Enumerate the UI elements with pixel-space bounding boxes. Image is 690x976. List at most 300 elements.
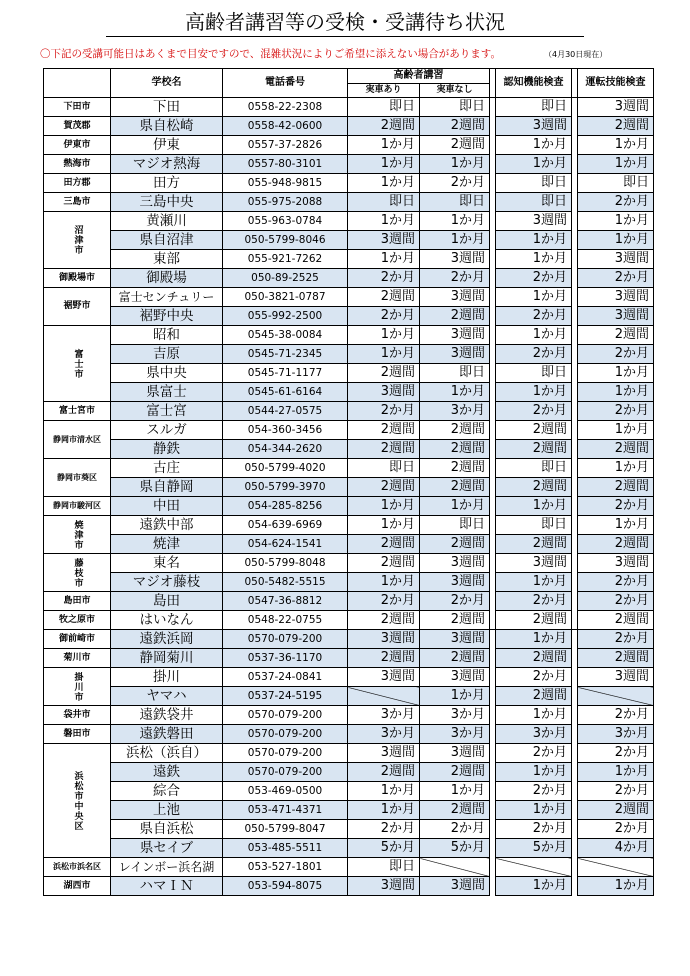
wait-cognitive-test: 即日: [496, 98, 572, 117]
wait-cognitive-test: 即日: [496, 516, 572, 535]
school-name: 下田: [111, 98, 223, 117]
phone-number: 0570-079-200: [223, 725, 348, 744]
area-label: 富士市: [44, 326, 111, 402]
area-label: 富士宮市: [44, 402, 111, 421]
table-row: [44, 706, 654, 725]
wait-with-car: 3か月: [348, 706, 420, 725]
table-row: [44, 421, 654, 440]
wait-with-car: 1か月: [348, 345, 420, 364]
table-row: [44, 440, 654, 459]
table-row: [44, 516, 654, 535]
wait-with-car: 2週間: [348, 440, 420, 459]
school-name: 焼津: [111, 535, 223, 554]
wait-cognitive-test: 1か月: [496, 706, 572, 725]
wait-cognitive-test: 2か月: [496, 269, 572, 288]
wait-with-car: 即日: [348, 193, 420, 212]
wait-with-car: 1か月: [348, 250, 420, 269]
wait-cognitive-test: 2か月: [496, 668, 572, 687]
school-name: 県自沼津: [111, 231, 223, 250]
wait-driving-skill-test: [578, 858, 654, 877]
phone-number: 050-5482-5515: [223, 573, 348, 592]
as-of-date: （4月30日現在）: [544, 50, 608, 59]
school-name: 遠鉄浜岡: [111, 630, 223, 649]
phone-number: 054-344-2620: [223, 440, 348, 459]
wait-with-car: 2週間: [348, 364, 420, 383]
table-row: [44, 744, 654, 763]
phone-number: 050-5799-8047: [223, 820, 348, 839]
area-label: 藤枝市: [44, 554, 111, 592]
phone-number: 0558-22-2308: [223, 98, 348, 117]
wait-without-car: 2週間: [420, 307, 490, 326]
school-name: レインボー浜名湖: [111, 858, 223, 877]
wait-driving-skill-test: 1か月: [578, 155, 654, 174]
school-name: 遠鉄中部: [111, 516, 223, 535]
wait-without-car: 2週間: [420, 117, 490, 136]
wait-driving-skill-test: 2か月: [578, 193, 654, 212]
wait-with-car: 3か月: [348, 725, 420, 744]
wait-with-car: 2週間: [348, 421, 420, 440]
phone-number: 0548-22-0755: [223, 611, 348, 630]
table-row: [44, 174, 654, 193]
wait-cognitive-test: 1か月: [496, 231, 572, 250]
wait-driving-skill-test: 1か月: [578, 136, 654, 155]
school-name: 東名: [111, 554, 223, 573]
wait-driving-skill-test: 3週間: [578, 250, 654, 269]
school-name: ヤマハ: [111, 687, 223, 706]
wait-cognitive-test: 1か月: [496, 801, 572, 820]
wait-cognitive-test: 5か月: [496, 839, 572, 858]
area-label: 牧之原市: [44, 611, 111, 630]
phone-number: 0545-61-6164: [223, 383, 348, 402]
school-name: 遠鉄: [111, 763, 223, 782]
phone-number: 055-975-2088: [223, 193, 348, 212]
wait-without-car: 2か月: [420, 269, 490, 288]
wait-with-car: 1か月: [348, 174, 420, 193]
area-label: 静岡市清水区: [44, 421, 111, 459]
wait-without-car: 2か月: [420, 174, 490, 193]
wait-driving-skill-test: 2週間: [578, 535, 654, 554]
area-label: 静岡市葵区: [44, 459, 111, 497]
phone-number: 0537-36-1170: [223, 649, 348, 668]
wait-cognitive-test: 3週間: [496, 212, 572, 231]
school-name: 浜松（浜自）: [111, 744, 223, 763]
area-label: 浜松市浜名区: [44, 858, 111, 877]
table-row: [44, 554, 654, 573]
school-name: 吉原: [111, 345, 223, 364]
wait-without-car: 2週間: [420, 478, 490, 497]
phone-number: 0570-079-200: [223, 630, 348, 649]
wait-with-car: [348, 687, 420, 706]
wait-cognitive-test: 1か月: [496, 877, 572, 896]
wait-without-car: 5か月: [420, 839, 490, 858]
wait-without-car: 3か月: [420, 706, 490, 725]
wait-driving-skill-test: 1か月: [578, 364, 654, 383]
wait-driving-skill-test: 1か月: [578, 383, 654, 402]
wait-cognitive-test: 3週間: [496, 117, 572, 136]
table-row: [44, 725, 654, 744]
wait-without-car: 1か月: [420, 497, 490, 516]
phone-number: 0547-36-8812: [223, 592, 348, 611]
wait-driving-skill-test: 2か月: [578, 402, 654, 421]
school-name: 県自松崎: [111, 117, 223, 136]
wait-with-car: 5か月: [348, 839, 420, 858]
school-name: 田方: [111, 174, 223, 193]
area-label: 三島市: [44, 193, 111, 212]
waiting-status-table: [43, 68, 654, 896]
wait-without-car: 2週間: [420, 136, 490, 155]
school-name: 御殿場: [111, 269, 223, 288]
wait-cognitive-test: 2か月: [496, 402, 572, 421]
wait-cognitive-test: 1か月: [496, 136, 572, 155]
area-label: 伊東市: [44, 136, 111, 155]
phone-number: 054-639-6969: [223, 516, 348, 535]
wait-cognitive-test: 2か月: [496, 345, 572, 364]
wait-cognitive-test: 2週間: [496, 421, 572, 440]
wait-driving-skill-test: 2週間: [578, 440, 654, 459]
phone-number: 050-5799-8046: [223, 231, 348, 250]
wait-without-car: 3週間: [420, 573, 490, 592]
wait-without-car: 3週間: [420, 345, 490, 364]
area-label: 磐田市: [44, 725, 111, 744]
table-row: [44, 98, 654, 117]
wait-with-car: 1か月: [348, 782, 420, 801]
wait-driving-skill-test: 2か月: [578, 820, 654, 839]
school-name: マジオ熱海: [111, 155, 223, 174]
wait-without-car: 3か月: [420, 725, 490, 744]
wait-driving-skill-test: [578, 687, 654, 706]
wait-driving-skill-test: 4か月: [578, 839, 654, 858]
phone-number: 0570-079-200: [223, 744, 348, 763]
wait-driving-skill-test: 1か月: [578, 421, 654, 440]
header-senior-course: 高齢者講習: [348, 69, 490, 84]
phone-number: 0558-42-0600: [223, 117, 348, 136]
wait-driving-skill-test: 2週間: [578, 326, 654, 345]
wait-without-car: 3週間: [420, 288, 490, 307]
wait-driving-skill-test: 1か月: [578, 763, 654, 782]
school-name: 綜合: [111, 782, 223, 801]
school-name: 静岡菊川: [111, 649, 223, 668]
area-label: 熱海市: [44, 155, 111, 174]
area-label: 御殿場市: [44, 269, 111, 288]
wait-with-car: 2週間: [348, 763, 420, 782]
school-name: ハマＩＮ: [111, 877, 223, 896]
wait-without-car: 3週間: [420, 554, 490, 573]
wait-cognitive-test: 即日: [496, 174, 572, 193]
wait-without-car: 3週間: [420, 326, 490, 345]
wait-driving-skill-test: 2週間: [578, 801, 654, 820]
wait-driving-skill-test: 2週間: [578, 611, 654, 630]
school-name: 島田: [111, 592, 223, 611]
school-name: 裾野中央: [111, 307, 223, 326]
area-label: 下田市: [44, 98, 111, 117]
wait-without-car: 3週間: [420, 877, 490, 896]
table-row: [44, 858, 654, 877]
wait-driving-skill-test: 2か月: [578, 630, 654, 649]
notice-text: 〇下記の受講可能日はあくまで目安ですので、混雑状況によりご希望に添えない場合があります。: [40, 48, 501, 60]
table-row: [44, 573, 654, 592]
table-row: [44, 687, 654, 706]
school-name: スルガ: [111, 421, 223, 440]
wait-with-car: 2週間: [348, 117, 420, 136]
wait-without-car: 1か月: [420, 782, 490, 801]
wait-with-car: 3週間: [348, 630, 420, 649]
phone-number: 0570-079-200: [223, 763, 348, 782]
wait-driving-skill-test: 2か月: [578, 744, 654, 763]
school-name: 古庄: [111, 459, 223, 478]
school-name: 伊東: [111, 136, 223, 155]
wait-driving-skill-test: 2週間: [578, 478, 654, 497]
wait-without-car: 2週間: [420, 649, 490, 668]
area-label: 静岡市駿河区: [44, 497, 111, 516]
wait-without-car: 2週間: [420, 801, 490, 820]
phone-number: 054-360-3456: [223, 421, 348, 440]
wait-without-car: 3週間: [420, 630, 490, 649]
wait-with-car: 2週間: [348, 478, 420, 497]
wait-cognitive-test: 3週間: [496, 554, 572, 573]
wait-cognitive-test: 1か月: [496, 155, 572, 174]
wait-cognitive-test: 1か月: [496, 630, 572, 649]
wait-without-car: 2週間: [420, 535, 490, 554]
wait-with-car: 2か月: [348, 820, 420, 839]
table-row: [44, 668, 654, 687]
header-driving-skill-test: 運転技能検査: [578, 69, 654, 98]
wait-without-car: 2か月: [420, 820, 490, 839]
wait-with-car: 2か月: [348, 402, 420, 421]
wait-cognitive-test: 2週間: [496, 687, 572, 706]
school-name: 県自静岡: [111, 478, 223, 497]
wait-with-car: 1か月: [348, 516, 420, 535]
wait-cognitive-test: 1か月: [496, 288, 572, 307]
table-row: [44, 117, 654, 136]
phone-number: 053-469-0500: [223, 782, 348, 801]
school-name: 黄瀬川: [111, 212, 223, 231]
page-title: 高齢者講習等の受検・受講待ち状況: [106, 8, 584, 37]
school-name: 富士宮: [111, 402, 223, 421]
school-name: 県中央: [111, 364, 223, 383]
school-name: 県セイブ: [111, 839, 223, 858]
wait-with-car: 2か月: [348, 269, 420, 288]
wait-with-car: 即日: [348, 98, 420, 117]
phone-number: 050-5799-8048: [223, 554, 348, 573]
wait-driving-skill-test: 2か月: [578, 573, 654, 592]
wait-with-car: 1か月: [348, 136, 420, 155]
wait-cognitive-test: 即日: [496, 364, 572, 383]
table-row: [44, 877, 654, 896]
wait-with-car: 1か月: [348, 155, 420, 174]
wait-driving-skill-test: 1か月: [578, 516, 654, 535]
phone-number: 050-89-2525: [223, 269, 348, 288]
wait-driving-skill-test: 2か月: [578, 269, 654, 288]
school-name: 県自浜松: [111, 820, 223, 839]
table-row: [44, 288, 654, 307]
wait-with-car: 即日: [348, 858, 420, 877]
table-row: [44, 383, 654, 402]
wait-cognitive-test: [496, 858, 572, 877]
school-name: 掛川: [111, 668, 223, 687]
table-row: [44, 592, 654, 611]
school-name: 三島中央: [111, 193, 223, 212]
school-name: 東部: [111, 250, 223, 269]
wait-without-car: 1か月: [420, 687, 490, 706]
wait-cognitive-test: 2か月: [496, 820, 572, 839]
school-name: 昭和: [111, 326, 223, 345]
wait-cognitive-test: 1か月: [496, 763, 572, 782]
table-row: [44, 212, 654, 231]
wait-cognitive-test: 2か月: [496, 782, 572, 801]
wait-driving-skill-test: 3週間: [578, 288, 654, 307]
wait-driving-skill-test: 2か月: [578, 345, 654, 364]
school-name: 上池: [111, 801, 223, 820]
wait-without-car: 即日: [420, 98, 490, 117]
wait-cognitive-test: 2週間: [496, 649, 572, 668]
phone-number: 0545-71-1177: [223, 364, 348, 383]
table-row: [44, 307, 654, 326]
wait-cognitive-test: 即日: [496, 193, 572, 212]
wait-with-car: 2週間: [348, 554, 420, 573]
wait-cognitive-test: 1か月: [496, 383, 572, 402]
wait-driving-skill-test: 3週間: [578, 307, 654, 326]
school-name: 静鉄: [111, 440, 223, 459]
table-row: [44, 231, 654, 250]
table-row: [44, 402, 654, 421]
wait-cognitive-test: 1か月: [496, 250, 572, 269]
wait-with-car: 3週間: [348, 383, 420, 402]
phone-number: 0570-079-200: [223, 706, 348, 725]
wait-driving-skill-test: 1か月: [578, 212, 654, 231]
phone-number: 050-3821-0787: [223, 288, 348, 307]
table-row: [44, 155, 654, 174]
wait-without-car: 3週間: [420, 744, 490, 763]
wait-without-car: 3か月: [420, 402, 490, 421]
wait-driving-skill-test: 2か月: [578, 782, 654, 801]
wait-with-car: 2週間: [348, 535, 420, 554]
wait-cognitive-test: 3か月: [496, 725, 572, 744]
wait-with-car: 3週間: [348, 231, 420, 250]
wait-without-car: 2週間: [420, 440, 490, 459]
area-label: 御前崎市: [44, 630, 111, 649]
table-row: [44, 630, 654, 649]
wait-with-car: 1か月: [348, 326, 420, 345]
wait-with-car: 2か月: [348, 592, 420, 611]
wait-driving-skill-test: 即日: [578, 174, 654, 193]
wait-driving-skill-test: 3週間: [578, 668, 654, 687]
header-school: 学校名: [111, 69, 223, 98]
phone-number: 055-948-9815: [223, 174, 348, 193]
phone-number: 054-624-1541: [223, 535, 348, 554]
wait-driving-skill-test: 3か月: [578, 725, 654, 744]
area-label: 田方郡: [44, 174, 111, 193]
table-row: [44, 649, 654, 668]
header-phone: 電話番号: [223, 69, 348, 98]
wait-without-car: 2週間: [420, 459, 490, 478]
table-row: [44, 250, 654, 269]
wait-without-car: 即日: [420, 193, 490, 212]
wait-driving-skill-test: 2週間: [578, 117, 654, 136]
area-label: 湖西市: [44, 877, 111, 896]
wait-without-car: 1か月: [420, 155, 490, 174]
table-row: [44, 478, 654, 497]
wait-driving-skill-test: 2週間: [578, 649, 654, 668]
wait-without-car: [420, 858, 490, 877]
header-area: [44, 69, 111, 98]
wait-without-car: 2週間: [420, 421, 490, 440]
area-label: 菊川市: [44, 649, 111, 668]
school-name: 遠鉄袋井: [111, 706, 223, 725]
phone-number: 0545-71-2345: [223, 345, 348, 364]
area-label: 袋井市: [44, 706, 111, 725]
table-row: [44, 763, 654, 782]
header-without-car: 実車なし: [420, 84, 490, 98]
school-name: 遠鉄磐田: [111, 725, 223, 744]
wait-cognitive-test: 2週間: [496, 440, 572, 459]
phone-number: 054-285-8256: [223, 497, 348, 516]
wait-with-car: 2か月: [348, 307, 420, 326]
wait-driving-skill-test: 2か月: [578, 592, 654, 611]
wait-with-car: 1か月: [348, 801, 420, 820]
school-name: 富士センチュリー: [111, 288, 223, 307]
school-name: 県富士: [111, 383, 223, 402]
phone-number: 0537-24-0841: [223, 668, 348, 687]
header-cognitive-test: 認知機能検査: [496, 69, 572, 98]
area-label: 沼津市: [44, 212, 111, 269]
wait-without-car: 2週間: [420, 611, 490, 630]
table-row: [44, 459, 654, 478]
table-row: [44, 269, 654, 288]
wait-with-car: 2週間: [348, 288, 420, 307]
table-row: [44, 345, 654, 364]
phone-number: 055-921-7262: [223, 250, 348, 269]
wait-with-car: 3週間: [348, 877, 420, 896]
wait-without-car: 即日: [420, 516, 490, 535]
wait-with-car: 2週間: [348, 611, 420, 630]
table-row: [44, 611, 654, 630]
wait-cognitive-test: 2週間: [496, 478, 572, 497]
phone-number: 053-594-8075: [223, 877, 348, 896]
phone-number: 0544-27-0575: [223, 402, 348, 421]
wait-driving-skill-test: 2か月: [578, 706, 654, 725]
wait-cognitive-test: 1か月: [496, 326, 572, 345]
phone-number: 053-527-1801: [223, 858, 348, 877]
wait-without-car: 1か月: [420, 231, 490, 250]
table-row: [44, 136, 654, 155]
wait-without-car: 即日: [420, 364, 490, 383]
wait-with-car: 1か月: [348, 573, 420, 592]
wait-cognitive-test: 1か月: [496, 573, 572, 592]
table-row: [44, 497, 654, 516]
area-label: 焼津市: [44, 516, 111, 554]
header-row-top: [44, 69, 654, 84]
wait-driving-skill-test: 1か月: [578, 459, 654, 478]
area-label: 掛川市: [44, 668, 111, 706]
table-row: [44, 820, 654, 839]
school-name: はいなん: [111, 611, 223, 630]
wait-driving-skill-test: 3週間: [578, 554, 654, 573]
wait-with-car: 2週間: [348, 649, 420, 668]
wait-cognitive-test: 1か月: [496, 497, 572, 516]
wait-without-car: 1か月: [420, 383, 490, 402]
wait-with-car: 3週間: [348, 744, 420, 763]
phone-number: 050-5799-4020: [223, 459, 348, 478]
table-row: [44, 193, 654, 212]
wait-driving-skill-test: 2か月: [578, 497, 654, 516]
phone-number: 0557-80-3101: [223, 155, 348, 174]
phone-number: 050-5799-3970: [223, 478, 348, 497]
wait-driving-skill-test: 1か月: [578, 231, 654, 250]
phone-number: 055-963-0784: [223, 212, 348, 231]
wait-cognitive-test: 2週間: [496, 611, 572, 630]
phone-number: 0537-24-5195: [223, 687, 348, 706]
table-row: [44, 782, 654, 801]
